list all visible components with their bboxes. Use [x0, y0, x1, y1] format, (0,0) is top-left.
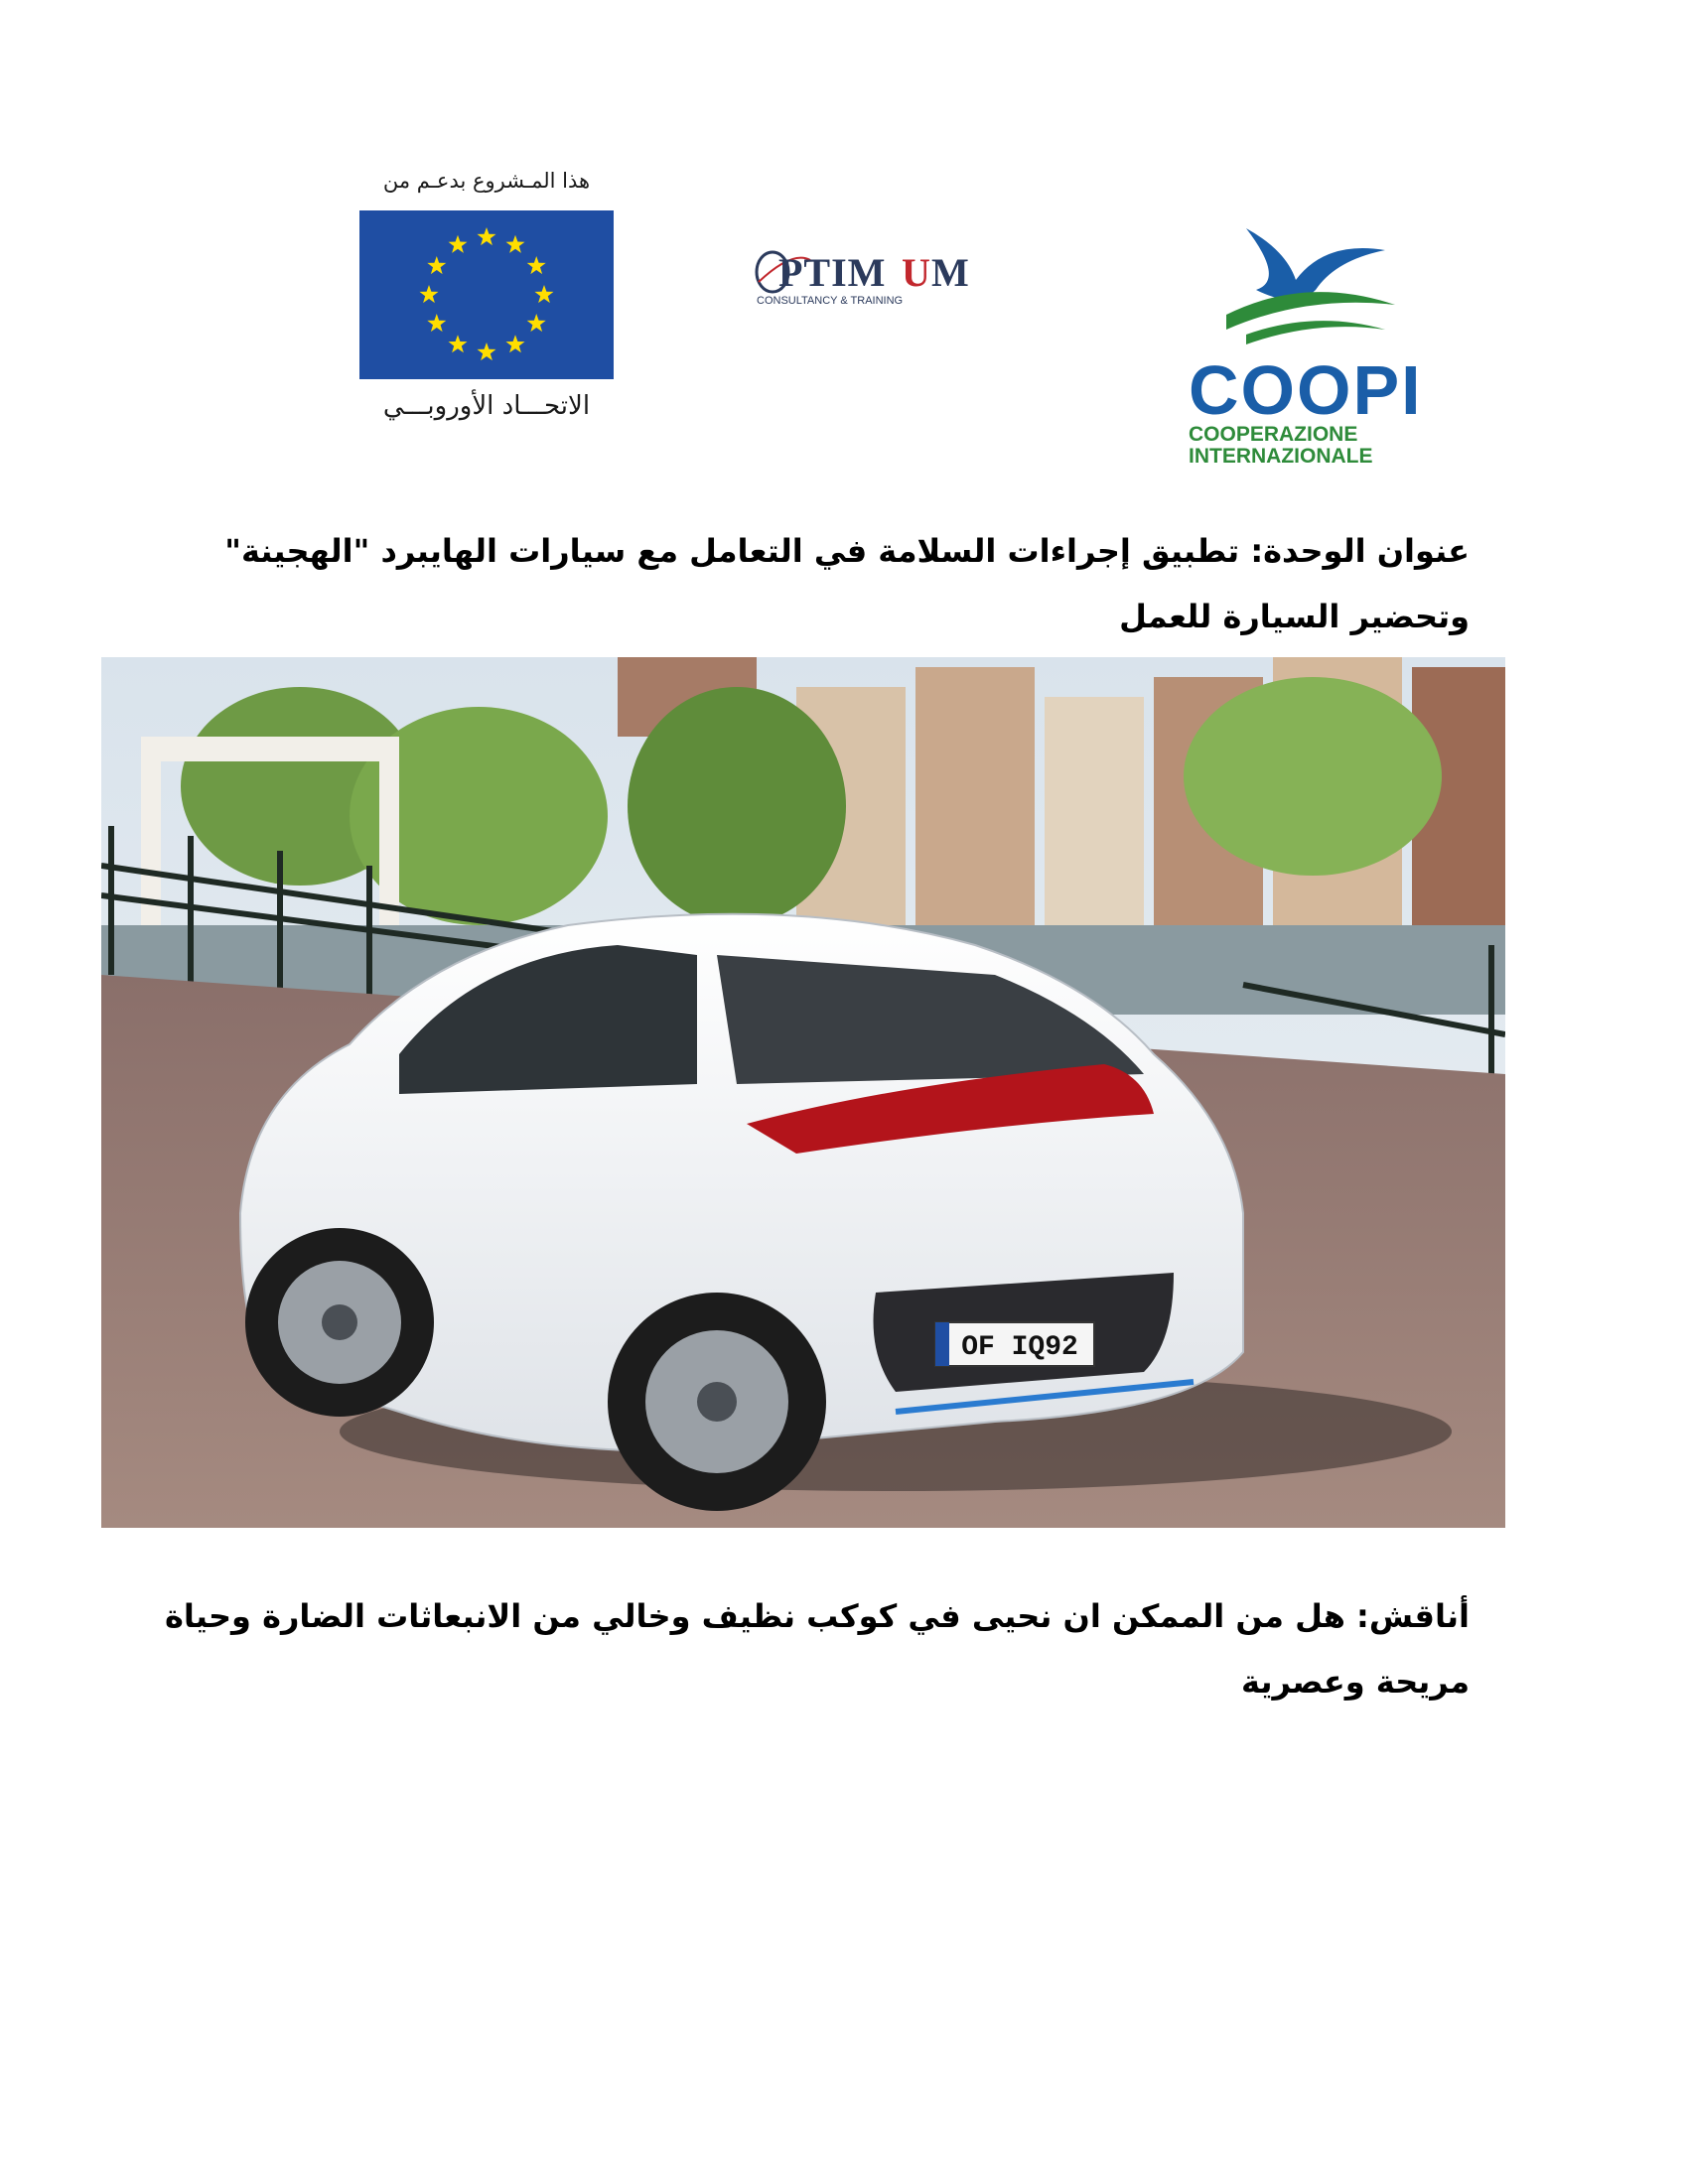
- eu-flag-logo: [359, 210, 614, 379]
- unit-title: عنوان الوحدة: تطبيق إجراءات السلامة في التعامل مع سيارات الهايبرد "الهجينة" وتحضير السيارة للعمل: [224, 532, 1470, 635]
- svg-text:CONSULTANCY & TRAINING: CONSULTANCY & TRAINING: [757, 295, 904, 307]
- svg-text:M: M: [931, 250, 969, 295]
- license-plate: OF IQ92: [961, 1332, 1078, 1363]
- eu-caption-bottom: الاتحـــاد الأوروبـــي: [382, 391, 591, 421]
- coopi-logo: [1187, 220, 1445, 469]
- optimum-logo: [753, 246, 1041, 312]
- svg-text:INTERNAZIONALE: INTERNAZIONALE: [1189, 445, 1373, 468]
- svg-text:COOPERAZIONE: COOPERAZIONE: [1189, 423, 1358, 446]
- svg-text:U: U: [902, 250, 930, 295]
- hybrid-car-photo: [101, 657, 1505, 1528]
- svg-text:PTIM: PTIM: [778, 250, 887, 295]
- eu-caption-top: هذا المـشروع بدعـم من: [382, 169, 591, 193]
- svg-text:COOPI: COOPI: [1189, 351, 1423, 429]
- discussion-prompt: أناقش: هل من الممكن ان نحيى في كوكب نظيف وخالي من الانبعاثات الضارة وحياة مريحة وعصرية: [165, 1597, 1470, 1701]
